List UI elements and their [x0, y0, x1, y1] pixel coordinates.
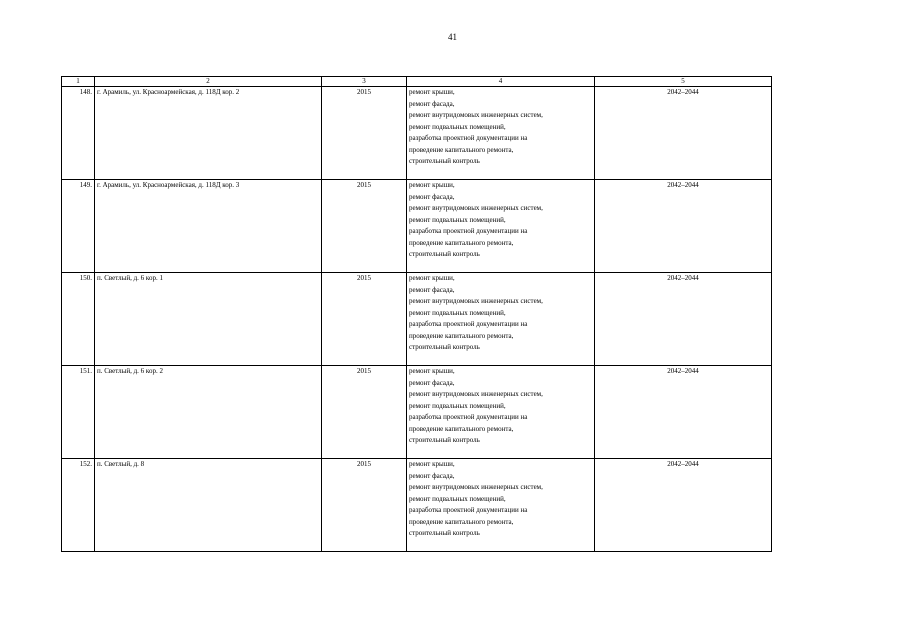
- work-item: ремонт подвальных помещений,: [409, 308, 506, 317]
- work-item: строительный контроль: [409, 436, 480, 444]
- work-item: разработка проектной документации на: [409, 413, 528, 421]
- row-number: 151.: [62, 366, 95, 459]
- row-period: 2042–2044: [595, 180, 772, 273]
- work-item: строительный контроль: [409, 250, 480, 258]
- row-number: 149.: [62, 180, 95, 273]
- table-row: [62, 459, 772, 552]
- repair-schedule-table: [61, 76, 772, 552]
- work-item: ремонт подвальных помещений,: [409, 494, 506, 503]
- row-year: 2015: [322, 180, 407, 273]
- header-col-5: 5: [595, 77, 772, 87]
- work-item: проведение капитального ремонта,: [409, 424, 514, 433]
- row-number: 148.: [62, 87, 95, 180]
- work-item: ремонт крыши,: [409, 460, 455, 468]
- header-row: [62, 77, 772, 87]
- work-item: ремонт фасада,: [409, 192, 455, 201]
- work-item: строительный контроль: [409, 343, 480, 351]
- header-col-2: 2: [95, 77, 322, 87]
- row-year: 2015: [322, 273, 407, 366]
- work-item: строительный контроль: [409, 529, 480, 537]
- work-item: ремонт крыши,: [409, 181, 455, 189]
- row-period: 2042–2044: [595, 366, 772, 459]
- row-works-list: [407, 87, 595, 180]
- work-item: ремонт внутридомовых инженерных систем,: [409, 204, 543, 212]
- row-period: 2042–2044: [595, 459, 772, 552]
- work-item: разработка проектной документации на: [409, 320, 528, 328]
- work-item: ремонт фасада,: [409, 99, 455, 108]
- row-address: п. Светлый, д. 6 кор. 2: [95, 366, 322, 459]
- work-item: ремонт подвальных помещений,: [409, 122, 506, 131]
- work-item: ремонт внутридомовых инженерных систем,: [409, 297, 543, 305]
- row-address: г. Арамиль, ул. Красноармейская, д. 118Д кор. 2: [95, 87, 322, 180]
- table-row: [62, 180, 772, 273]
- header-col-1: 1: [62, 77, 95, 87]
- work-item: проведение капитального ремонта,: [409, 517, 514, 526]
- table-row: [62, 273, 772, 366]
- work-item: ремонт подвальных помещений,: [409, 215, 506, 224]
- work-item: ремонт фасада,: [409, 285, 455, 294]
- row-number: 150.: [62, 273, 95, 366]
- work-item: ремонт фасада,: [409, 378, 455, 387]
- work-item: проведение капитального ремонта,: [409, 145, 514, 154]
- work-item: проведение капитального ремонта,: [409, 238, 514, 247]
- row-period: 2042–2044: [595, 87, 772, 180]
- work-item: ремонт подвальных помещений,: [409, 401, 506, 410]
- work-item: разработка проектной документации на: [409, 506, 528, 514]
- work-item: строительный контроль: [409, 157, 480, 165]
- work-item: проведение капитального ремонта,: [409, 331, 514, 340]
- table-body: [62, 87, 772, 552]
- row-year: 2015: [322, 459, 407, 552]
- work-item: ремонт крыши,: [409, 274, 455, 282]
- work-item: ремонт крыши,: [409, 88, 455, 96]
- header-col-3: 3: [322, 77, 407, 87]
- work-item: разработка проектной документации на: [409, 227, 528, 235]
- row-works-list: [407, 459, 595, 552]
- work-item: разработка проектной документации на: [409, 134, 528, 142]
- row-number: 152.: [62, 459, 95, 552]
- row-address: п. Светлый, д. 6 кор. 1: [95, 273, 322, 366]
- row-works-list: [407, 180, 595, 273]
- work-item: ремонт внутридомовых инженерных систем,: [409, 483, 543, 491]
- row-year: 2015: [322, 366, 407, 459]
- work-item: ремонт внутридомовых инженерных систем,: [409, 111, 543, 119]
- row-period: 2042–2044: [595, 273, 772, 366]
- row-address: г. Арамиль, ул. Красноармейская, д. 118Д кор. 3: [95, 180, 322, 273]
- header-col-4: 4: [407, 77, 595, 87]
- page-number: 41: [448, 32, 457, 42]
- row-year: 2015: [322, 87, 407, 180]
- table-row: [62, 87, 772, 180]
- row-address: п. Светлый, д. 8: [95, 459, 322, 552]
- work-item: ремонт фасада,: [409, 471, 455, 480]
- row-works-list: [407, 273, 595, 366]
- row-works-list: [407, 366, 595, 459]
- work-item: ремонт внутридомовых инженерных систем,: [409, 390, 543, 398]
- work-item: ремонт крыши,: [409, 367, 455, 375]
- table-header: [62, 77, 772, 87]
- table-row: [62, 366, 772, 459]
